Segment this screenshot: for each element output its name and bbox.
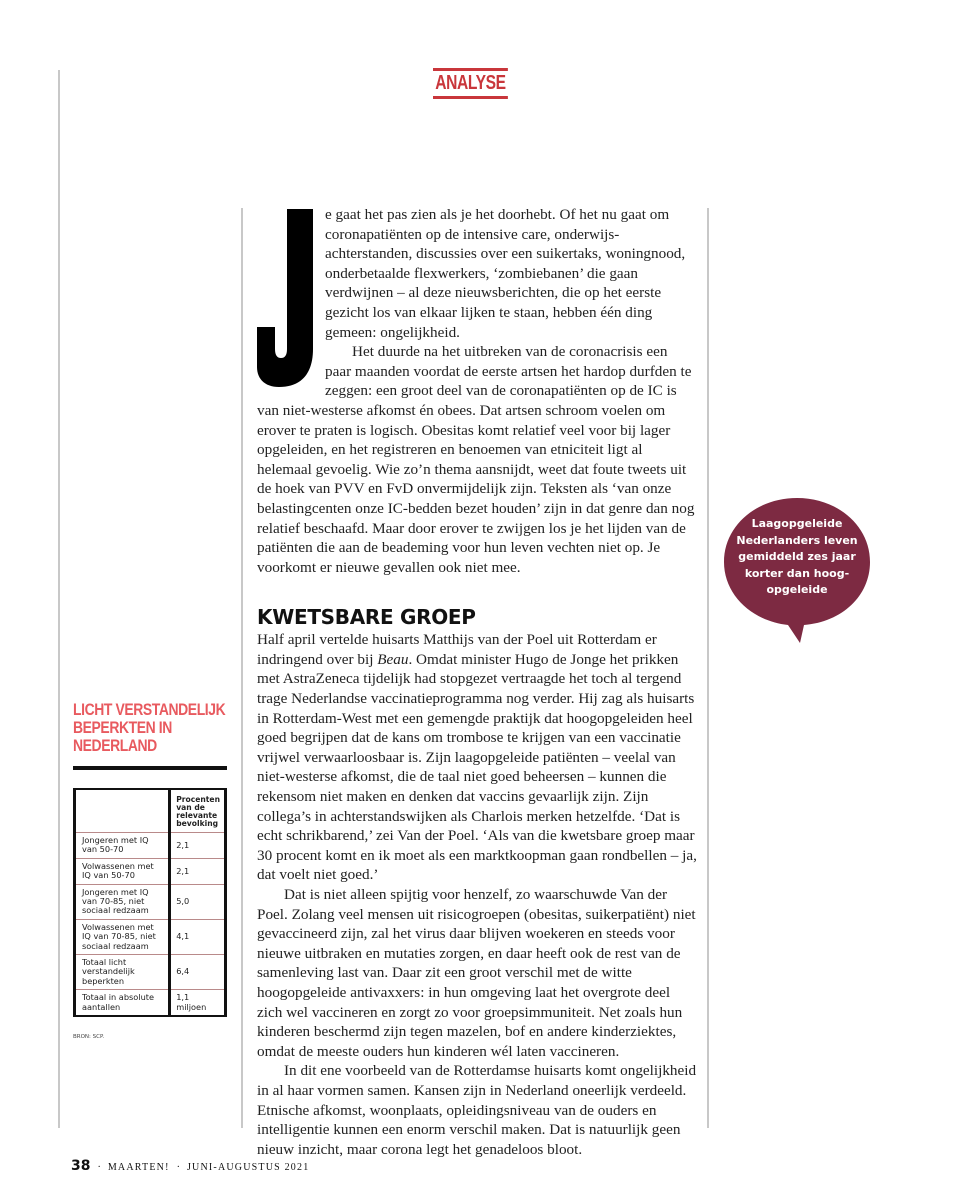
- table-header-cell-percent: Procenten van de relevante bevolking: [170, 789, 226, 833]
- paragraph-3-part-2: . Omdat minister Hugo de Jonge het prikken met AstraZeneca tijdelijk had stopgezet vertraagde het toch al tergend trage Nederlandse vaccinatieprogramma nog verder. Hij zag als huisarts in Rotterdam-West met een gemengde praktijk dat hoogopgeleiden heel goed begrijpen dat de kans om trombose te krijgen van een vaccinatie vrijwel verwaarloosbaar is. Zijn laagopgeleide patiënten – veelal van niet-westerse afkomst, die de taal niet goed beheersen – kunnen die rekensom niet maken en denken dat vaccins gevaarlijk zijn. Zijn collega’s in achterstandswijken als Charlois merken hetzelfde. ‘Dat is echt schrikbarend,’ zei Van der Poel. ‘Als van die kwetsbare groep maar 30 procent komt en ik moet als een marktkoopman gaan rondbellen – ja, dat voelt niet goed.’: [257, 650, 697, 884]
- subhead-kwetsbare-groep: KWETSBARE GROEP: [257, 605, 476, 630]
- table-cell-label: Totaal licht verstandelijk beperkten: [75, 955, 170, 990]
- table-cell-value: 6,4: [170, 955, 226, 990]
- table-row: [75, 833, 226, 859]
- left-column-rule: [58, 70, 60, 1128]
- section-tag-bottom-bar: [433, 96, 508, 99]
- page-number: 38: [71, 1158, 91, 1174]
- page-footer: [71, 1157, 309, 1175]
- table-cell-label: Jongeren met IQ van 70-85, niet sociaal redzaam: [75, 884, 170, 919]
- paragraph-3-part-1: Half april vertelde huisarts Matthijs van der Poel uit Rotterdam er indringend over bij: [257, 631, 657, 668]
- sidebar-title-bar: [73, 766, 227, 770]
- issue-date: JUNI-AUGUSTUS 2021: [186, 1162, 310, 1173]
- table-cell-label: Totaal in absolute aantallen: [75, 990, 170, 1016]
- paragraph-intro: e gaat het pas zien als je het doorhebt. Of het nu gaat om coronapatiënten op de intensive care, onderwijsachterstanden, discussies over een suikertaks, woningnood, onderbetaalde flexwerkers, ‘zombiebanen’ die gaan verdwijnen – al deze nieuwsberichten, die op het eerste gezicht los van elkaar lijken te staan, hebben één ding gemeen: ongelijkheid.: [325, 206, 686, 341]
- table-row: [75, 884, 226, 919]
- table-cell-label: Volwassenen met IQ van 70-85, niet sociaal redzaam: [75, 919, 170, 954]
- quote-bubble-text: Laagopgeleide Nederlanders leven gemiddeld zes jaar korter dan hoogopgeleide: [736, 517, 858, 596]
- paragraph-3: [257, 630, 697, 885]
- table-cell-value: 1,1 miljoen: [170, 990, 226, 1016]
- table-header-row: [75, 789, 226, 833]
- middle-column-rule: [241, 208, 243, 1128]
- section-tag-label: ANALYSE: [435, 72, 506, 94]
- table-cell-value: 5,0: [170, 884, 226, 919]
- paragraph-5: In dit ene voorbeeld van de Rotterdamse huisarts komt ongelijkheid in al haar vormen samen. Kansen zijn in Nederland oneerlijk verdeeld. Etnische afkomst, woonplaats, opleidingsniveau van de ouders en intelligentie kunnen een enorm verschil maken. Dat is natuurlijk geen nieuw inzicht, maar corona legt het genadeloos bloot.: [257, 1062, 697, 1158]
- statistics-table: [73, 788, 227, 1017]
- table-cell-value: 4,1: [170, 919, 226, 954]
- dropcap: [257, 209, 313, 387]
- footer-separator: ·: [97, 1162, 101, 1173]
- table-row: [75, 858, 226, 884]
- table-row: [75, 919, 226, 954]
- magazine-name: MAARTEN!: [107, 1162, 170, 1173]
- quote-bubble: [722, 496, 872, 644]
- footer-separator: ·: [176, 1162, 180, 1173]
- table-cell-value: 2,1: [170, 833, 226, 859]
- source-note: BRON: SCP.: [73, 1034, 105, 1041]
- table-cell-label: Volwassenen met IQ van 50-70: [75, 858, 170, 884]
- table-header-cell-empty: [75, 789, 170, 833]
- article-body: [257, 205, 697, 1159]
- sidebar-title: LICHT VERSTANDELIJK BEPERKTEN IN NEDERLAND: [73, 700, 226, 755]
- sidebar-infobox: [73, 701, 227, 1040]
- table-row: [75, 990, 226, 1016]
- paragraph-4: Dat is niet alleen spijtig voor henzelf, zo waarschuwde Van der Poel. Zolang veel mensen uit risicogroepen (obesitas, suikerpatiënt) niet gevaccineerd zijn, zal het virus daar blijven woekeren en steeds voor nieuwe uitbraken en mutaties zorgen, en daar heeft ook de rest van de samenleving last van. Daar zit een groot verschil met de witte hoogopgeleide antivaxxers: in hun omgeving laat het overgrote deel zich wel vaccineren en zorgt zo voor groepsimmuniteit. Net zoals hun kinderen beschermd zijn tegen mazelen, bof en andere kinderziektes, omdat de meeste ouders hun kinderen wél laten vaccineren.: [257, 886, 696, 1060]
- program-name-italic: Beau: [377, 650, 409, 668]
- dropcap-j-glyph: [257, 209, 313, 387]
- right-column-rule: [707, 208, 709, 1128]
- table-row: [75, 955, 226, 990]
- table-cell-value: 2,1: [170, 858, 226, 884]
- section-tag: [433, 68, 508, 99]
- table-cell-label: Jongeren met IQ van 50-70: [75, 833, 170, 859]
- paragraph-2: Het duurde na het uitbreken van de coronacrisis een paar maanden voordat de eerste artsen het hardop durfden te zeggen: een groot deel van de coronapatiënten op de IC is van niet-westerse afkomst én obees. Dat artsen schroom voelen om erover te praten is logisch. Obesitas komt relatief veel voor bij lager opgeleiden, en het registreren en benoemen van etniciteit ligt al helemaal gevoelig. Wie zo’n thema aansnijdt, weet dat foute tweets uit de hoek van PVV en FvD onvermijdelijk zijn. Teksten als ‘van onze belastingcenten onze IC-bedden bezet houden’ zijn in dat genre dan nog relatief beschaafd. Maar door erover te zwijgen los je het lijden van de patiënten die aan de beademing voor hun leven vechten niet op. Je voorkomt er nieuwe gevallen ook niet mee.: [257, 343, 695, 576]
